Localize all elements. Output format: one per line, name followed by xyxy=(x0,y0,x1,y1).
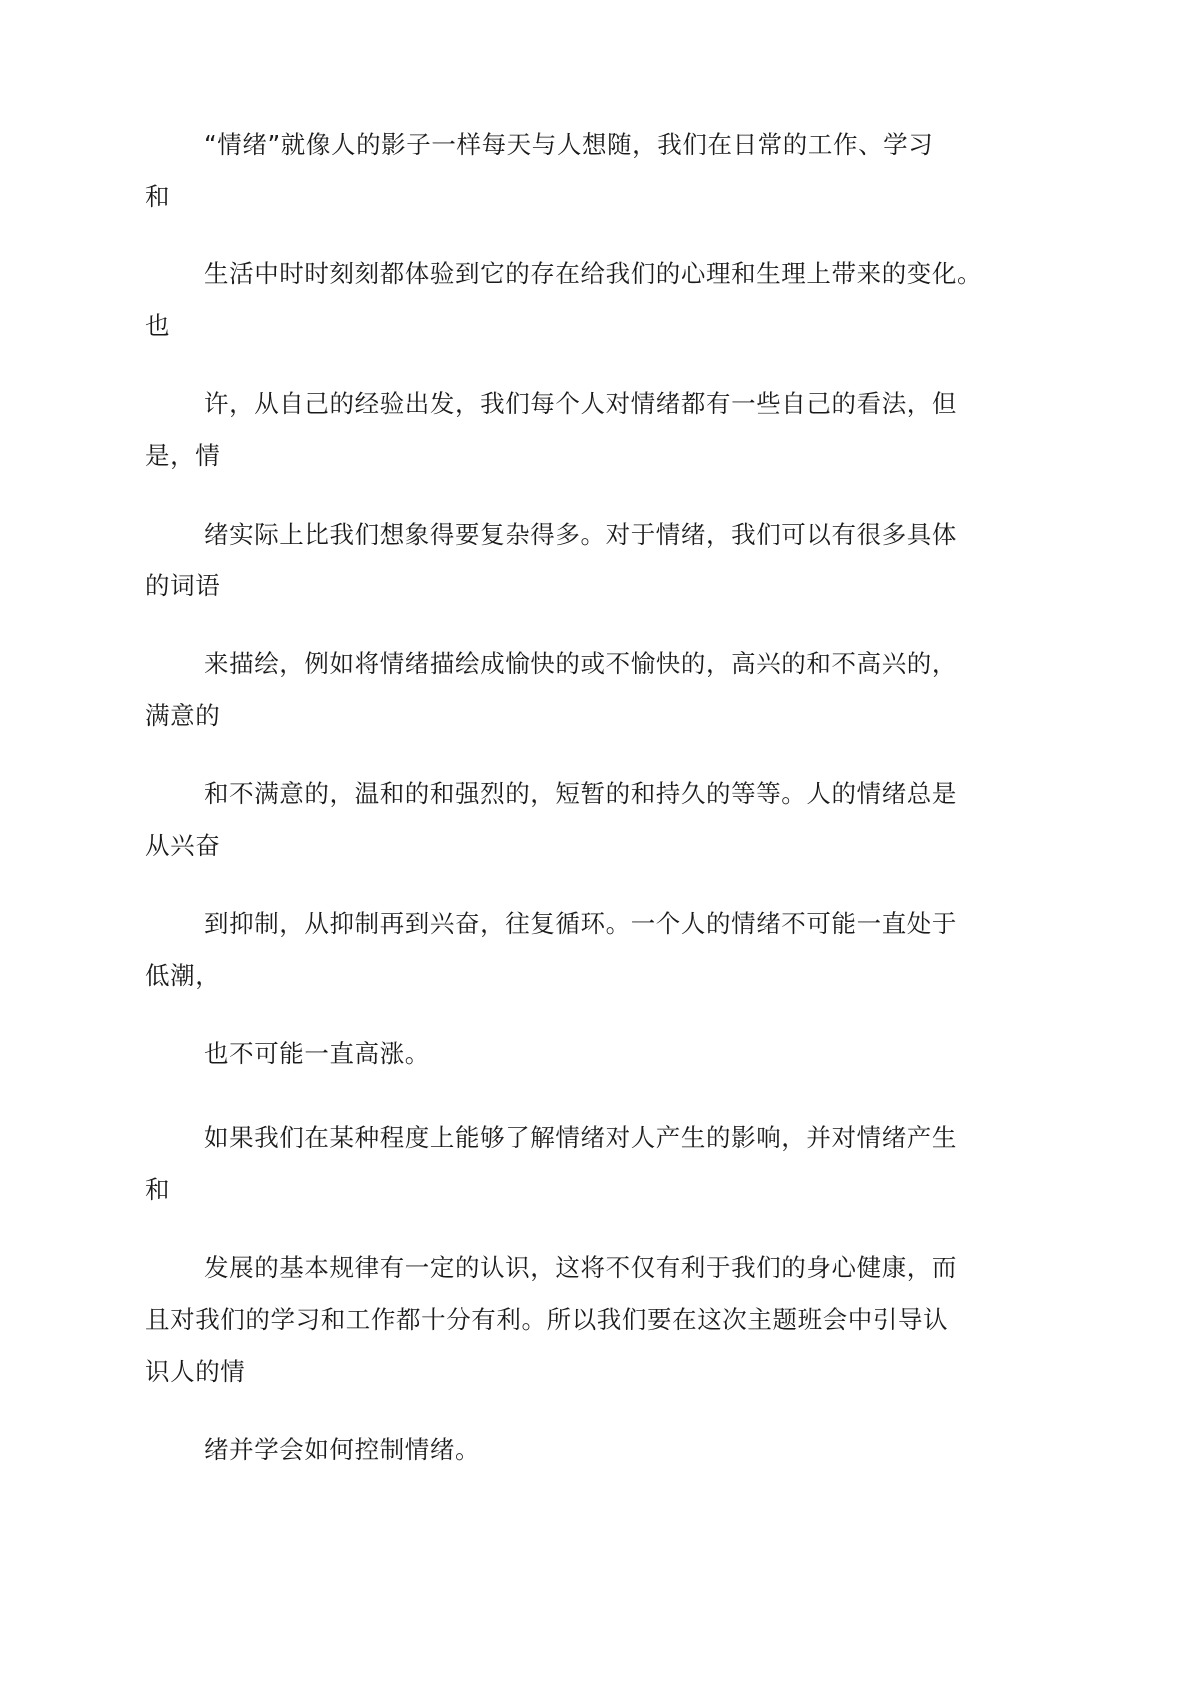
text-line: 也 xyxy=(145,311,171,340)
text-line: 和 xyxy=(145,1175,171,1204)
text-line: 从兴奋 xyxy=(145,831,221,860)
text-line: 绪并学会如何控制情绪。 xyxy=(204,1435,481,1464)
text-line: 是，情 xyxy=(145,441,221,470)
text-line: 如果我们在某种程度上能够了解情绪对人产生的影响，并对情绪产生 xyxy=(204,1123,957,1152)
text-line: 生活中时时刻刻都体验到它的存在给我们的心理和生理上带来的变化。 xyxy=(204,259,983,288)
text-line: 来描绘，例如将情绪描绘成愉快的或不愉快的，高兴的和不高兴的， xyxy=(204,649,957,678)
text-line: 和不满意的，温和的和强烈的，短暂的和持久的等等。人的情绪总是 xyxy=(204,779,957,808)
text-line: 也不可能一直高涨。 xyxy=(204,1039,430,1068)
text-line: 发展的基本规律有一定的认识，这将不仅有利于我们的身心健康，而 xyxy=(204,1253,957,1282)
text-line: 低潮， xyxy=(145,961,221,990)
text-line: 到抑制，从抑制再到兴奋，往复循环。一个人的情绪不可能一直处于 xyxy=(204,909,957,938)
text-line: 满意的 xyxy=(145,701,221,730)
text-line: 绪实际上比我们想象得要复杂得多。对于情绪，我们可以有很多具体 xyxy=(204,520,957,549)
text-line: 的词语 xyxy=(145,571,221,600)
text-line: 且对我们的学习和工作都十分有利。所以我们要在这次主题班会中引导认 xyxy=(145,1305,949,1334)
text-line: “情绪”就像人的影子一样每天与人想随，我们在日常的工作、学习 xyxy=(204,130,934,159)
text-line: 识人的情 xyxy=(145,1357,246,1386)
text-line: 许，从自己的经验出发，我们每个人对情绪都有一些自己的看法，但 xyxy=(204,389,957,418)
text-line: 和 xyxy=(145,182,171,211)
